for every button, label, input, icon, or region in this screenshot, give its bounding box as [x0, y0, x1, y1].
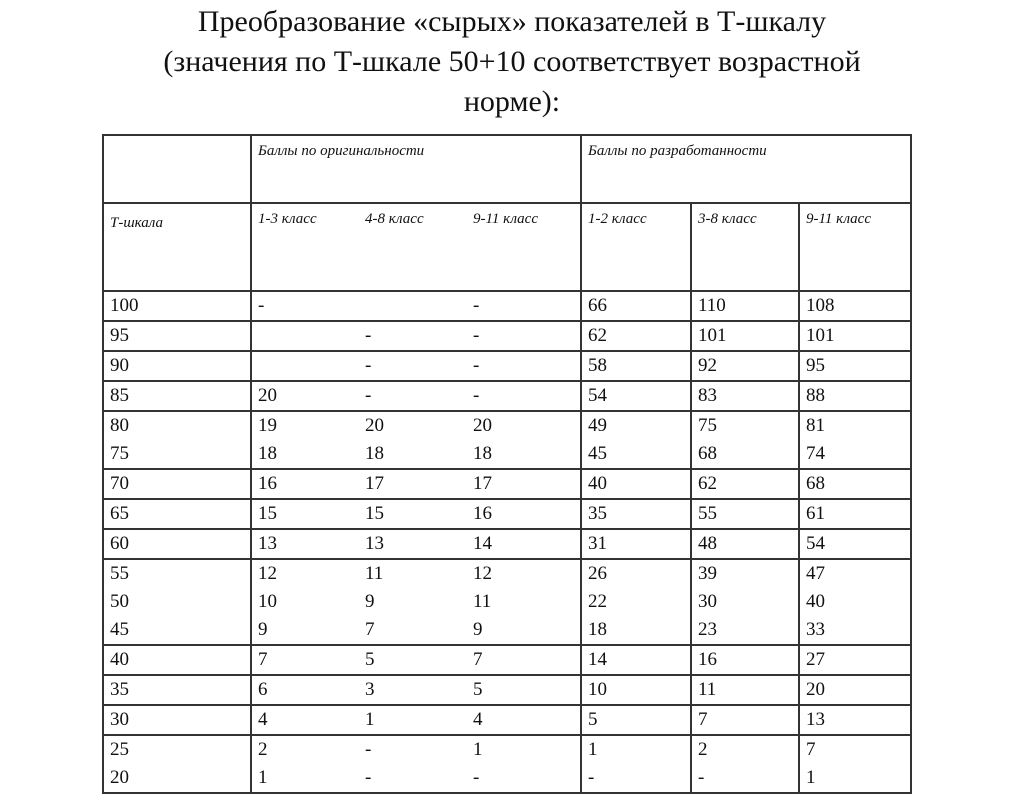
- cell-tscale: 55: [103, 559, 251, 588]
- cell-tscale: 40: [103, 645, 251, 675]
- cell-orig-4-8: [359, 291, 467, 321]
- group-header-row: [103, 135, 911, 203]
- cell-orig-9-11: 14: [467, 529, 581, 559]
- table-row: [103, 321, 911, 351]
- cell-elab-9-11: 68: [799, 469, 911, 499]
- table-row: [103, 735, 911, 764]
- cell-elab-9-11: 20: [799, 675, 911, 705]
- cell-elab-9-11: 74: [799, 440, 911, 469]
- corner-cell: [103, 135, 251, 203]
- table-row: [103, 440, 911, 469]
- cell-tscale: 50: [103, 588, 251, 616]
- cell-orig-9-11: 5: [467, 675, 581, 705]
- cell-orig-9-11: 1: [467, 735, 581, 764]
- cell-elab-9-11: 81: [799, 411, 911, 440]
- cell-orig-9-11: 12: [467, 559, 581, 588]
- cell-orig-1-3: 18: [251, 440, 359, 469]
- cell-tscale: 45: [103, 616, 251, 645]
- cell-elab-1-2: 54: [581, 381, 691, 411]
- cell-orig-1-3: -: [251, 291, 359, 321]
- subheader-orig-9-11: 9-11 класс: [467, 203, 581, 291]
- cell-orig-4-8: 1: [359, 705, 467, 735]
- table-row: [103, 675, 911, 705]
- cell-elab-9-11: 40: [799, 588, 911, 616]
- subheader-orig-1-3: 1-3 класс: [251, 203, 359, 291]
- cell-elab-1-2: 49: [581, 411, 691, 440]
- cell-elab-1-2: 66: [581, 291, 691, 321]
- cell-elab-3-8: 39: [691, 559, 799, 588]
- cell-orig-4-8: 20: [359, 411, 467, 440]
- cell-elab-3-8: 11: [691, 675, 799, 705]
- table-row: [103, 645, 911, 675]
- cell-orig-4-8: 5: [359, 645, 467, 675]
- cell-elab-3-8: 110: [691, 291, 799, 321]
- cell-tscale: 60: [103, 529, 251, 559]
- cell-elab-3-8: 55: [691, 499, 799, 529]
- cell-orig-9-11: -: [467, 291, 581, 321]
- cell-tscale: 85: [103, 381, 251, 411]
- cell-orig-1-3: [251, 321, 359, 351]
- cell-orig-1-3: [251, 351, 359, 381]
- cell-tscale: 30: [103, 705, 251, 735]
- cell-tscale: 75: [103, 440, 251, 469]
- cell-orig-9-11: -: [467, 764, 581, 793]
- cell-orig-4-8: 18: [365, 443, 384, 464]
- title-line-1: Преобразование «сырых» показателей в Т-шкалу: [197, 5, 827, 38]
- tscale-conversion-table: [102, 134, 912, 794]
- subheader-elab-9-11: 9-11 класс: [799, 203, 911, 291]
- cell-elab-3-8: 16: [691, 645, 799, 675]
- cell-tscale: 25: [103, 735, 251, 764]
- cell-orig-1-3: 4: [251, 705, 359, 735]
- cell-elab-9-11: 108: [799, 291, 911, 321]
- cell-tscale: 20: [103, 764, 251, 793]
- cell-orig-4-8: 11: [359, 559, 467, 588]
- cell-elab-9-11: 54: [799, 529, 911, 559]
- cell-orig-1-3: 19: [251, 411, 359, 440]
- title-line-2: (значения по Т-шкале 50+10 соответствует возрастной: [163, 45, 861, 78]
- cell-orig-1-3: 1: [251, 764, 359, 793]
- cell-elab-1-2: 1: [581, 735, 691, 764]
- cell-elab-3-8: 30: [691, 588, 799, 616]
- cell-elab-9-11: 7: [799, 735, 911, 764]
- table-row: [103, 559, 911, 588]
- table-row: [103, 616, 911, 645]
- cell-orig-9-11: 20: [467, 411, 581, 440]
- cell-elab-1-2: 45: [581, 440, 691, 469]
- cell-orig-4-8: 17: [359, 469, 467, 499]
- cell-elab-1-2: 18: [581, 616, 691, 645]
- subheader-elab-1-2: 1-2 класс: [581, 203, 691, 291]
- cell-orig-4-8: -: [359, 735, 467, 764]
- table-row: [103, 705, 911, 735]
- cell-tscale: 70: [103, 469, 251, 499]
- cell-elab-9-11: 101: [799, 321, 911, 351]
- cell-orig-9-11: 11: [473, 591, 492, 612]
- cell-elab-9-11: 13: [799, 705, 911, 735]
- cell-orig-4-8: 7: [365, 619, 375, 640]
- cell-tscale: 90: [103, 351, 251, 381]
- table-row: [103, 469, 911, 499]
- cell-tscale: 35: [103, 675, 251, 705]
- table-row: [103, 291, 911, 321]
- cell-elab-9-11: 95: [799, 351, 911, 381]
- cell-elab-9-11: 88: [799, 381, 911, 411]
- cell-orig-4-8: 15: [359, 499, 467, 529]
- cell-orig-1-3: 15: [251, 499, 359, 529]
- cell-elab-3-8: 23: [691, 616, 799, 645]
- cell-elab-1-2: 40: [581, 469, 691, 499]
- cell-tscale: 65: [103, 499, 251, 529]
- cell-orig-1-3: 2: [251, 735, 359, 764]
- slide-title: [40, 2, 984, 122]
- cell-elab-9-11: 61: [799, 499, 911, 529]
- table-row: [103, 529, 911, 559]
- cell-orig-9-11: 16: [467, 499, 581, 529]
- cell-elab-3-8: 83: [691, 381, 799, 411]
- table-row: [103, 764, 911, 793]
- cell-orig-4-8: -: [359, 764, 467, 793]
- cell-orig-4-8: 3: [359, 675, 467, 705]
- cell-elab-3-8: 62: [691, 469, 799, 499]
- cell-elab-9-11: 1: [799, 764, 911, 793]
- cell-orig-4-8: -: [359, 321, 467, 351]
- cell-orig-9-11: -: [467, 321, 581, 351]
- header-tscale-text: Т-шкала: [110, 215, 164, 231]
- cell-elab-3-8: 48: [691, 529, 799, 559]
- cell-elab-1-2: 5: [581, 705, 691, 735]
- subheader-orig-4-8: 4-8 класс: [359, 203, 467, 291]
- cell-elab-3-8: -: [691, 764, 799, 793]
- cell-elab-1-2: 22: [581, 588, 691, 616]
- table-row: [103, 499, 911, 529]
- cell-tscale: 80: [103, 411, 251, 440]
- cell-orig-9-11: -: [467, 351, 581, 381]
- cell-orig-9-11: 7: [467, 645, 581, 675]
- cell-elab-1-2: -: [581, 764, 691, 793]
- cell-orig-1-3: 12: [251, 559, 359, 588]
- subheader-elab-3-8: 3-8 класс: [691, 203, 799, 291]
- header-tscale: [103, 203, 251, 291]
- cell-elab-1-2: 26: [581, 559, 691, 588]
- cell-orig-1-3: 16: [251, 469, 359, 499]
- table-row: [103, 351, 911, 381]
- cell-elab-3-8: 68: [691, 440, 799, 469]
- cell-orig-9-11: 9: [473, 619, 483, 640]
- cell-orig-9-11: 17: [467, 469, 581, 499]
- cell-elab-3-8: 101: [691, 321, 799, 351]
- cell-elab-1-2: 14: [581, 645, 691, 675]
- cell-elab-1-2: 62: [581, 321, 691, 351]
- cell-orig-1-3: 10: [251, 588, 359, 616]
- header-originality: Баллы по оригинальности: [251, 135, 581, 203]
- cell-elab-3-8: 2: [691, 735, 799, 764]
- cell-tscale: 95: [103, 321, 251, 351]
- table-row: [103, 588, 911, 616]
- cell-elab-1-2: 31: [581, 529, 691, 559]
- subheader-row: [103, 203, 911, 291]
- cell-elab-3-8: 7: [691, 705, 799, 735]
- header-elaboration: Баллы по разработанности: [581, 135, 911, 203]
- cell-elab-3-8: 92: [691, 351, 799, 381]
- cell-orig-1-3: 13: [251, 529, 359, 559]
- cell-orig-4-8: -: [359, 381, 467, 411]
- cell-elab-1-2: 10: [581, 675, 691, 705]
- cell-tscale: 100: [103, 291, 251, 321]
- cell-orig-1-3: 7: [251, 645, 359, 675]
- cell-orig-9-11: 18: [473, 443, 492, 464]
- cell-elab-3-8: 75: [691, 411, 799, 440]
- cell-elab-1-2: 58: [581, 351, 691, 381]
- cell-elab-1-2: 35: [581, 499, 691, 529]
- cell-orig-1-3: 9: [251, 616, 359, 645]
- cell-orig-1-3: 6: [251, 675, 359, 705]
- cell-orig-1-3: 20: [251, 381, 359, 411]
- table-row: [103, 381, 911, 411]
- cell-orig-9-11: -: [467, 381, 581, 411]
- cell-orig-4-8: 13: [359, 529, 467, 559]
- cell-elab-9-11: 33: [799, 616, 911, 645]
- title-line-3: норме):: [463, 85, 561, 118]
- table-row: [103, 411, 911, 440]
- cell-elab-9-11: 27: [799, 645, 911, 675]
- cell-orig-4-8: 9: [365, 591, 375, 612]
- cell-orig-4-8: -: [359, 351, 467, 381]
- cell-orig-9-11: 4: [467, 705, 581, 735]
- cell-elab-9-11: 47: [799, 559, 911, 588]
